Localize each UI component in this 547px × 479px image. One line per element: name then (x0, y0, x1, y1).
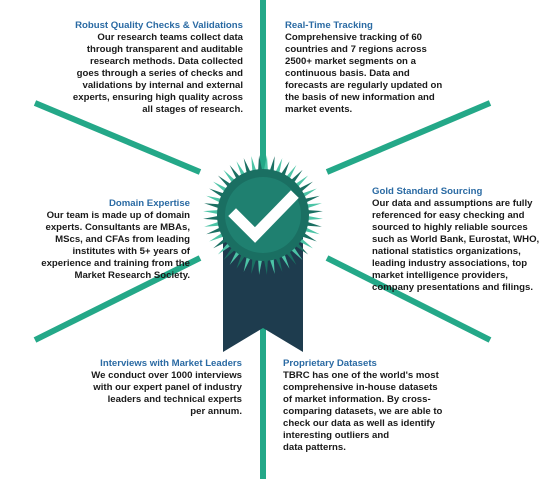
panel-real-time-tracking (285, 20, 485, 116)
panel-title: Proprietary Datasets (283, 358, 377, 369)
panel-body: TBRC has one of the world's most comprehensive in-house datasets of market information. By cross- comparing datasets, we are able to check our data as well as identify interesting outliers and data patterns. (283, 370, 443, 453)
panel-interviews (34, 358, 242, 418)
panel-quality-checks (40, 20, 243, 116)
panel-body: Our team is made up of domain experts. Consultants are MBAs, MScs, and CFAs from leading institutes with 5+ years of experience and training from the Market Research Society. (41, 210, 190, 281)
panel-title: Real-Time Tracking (285, 20, 373, 31)
panel-domain-expertise (10, 198, 190, 282)
panel-proprietary-datasets (283, 358, 478, 454)
panel-title: Interviews with Market Leaders (100, 358, 242, 369)
check-badge-icon (203, 155, 323, 275)
panel-body: Our research teams collect data through transparent and auditable research methods. Data collected goes through a series of checks and validations by internal and external experts, ensuring high quality across all stages of research. (72, 32, 243, 115)
panel-title: Robust Quality Checks & Validations (75, 20, 243, 31)
panel-gold-standard-sourcing (372, 186, 544, 294)
panel-body: We conduct over 1000 interviews with our expert panel of industry leaders and technical experts per annum. (91, 370, 242, 417)
panel-title: Gold Standard Sourcing (372, 186, 483, 197)
panel-title: Domain Expertise (108, 198, 190, 209)
panel-body: Comprehensive tracking of 60 countries and 7 regions across 2500+ market segments on a continuous basis. Data and forecasts are regularly updated on the basis of new information and market events. (285, 32, 443, 115)
panel-body: Our data and assumptions are fully referenced for easy checking and sourced to highly reliable sources such as World Bank, Eurostat, WHO, national statistics organizations, leading industry associations, top market intelligence providers, company presentations and filings. (372, 198, 540, 293)
